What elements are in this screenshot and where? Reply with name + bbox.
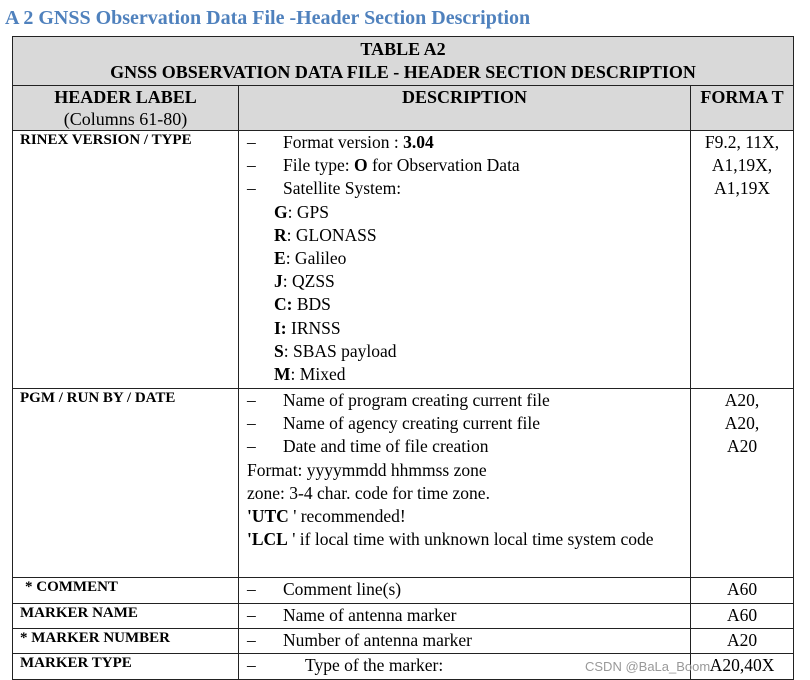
satellite-system: R: GLONASS <box>274 224 377 245</box>
header-format: FORMA T <box>700 87 784 107</box>
dash-bullet: – <box>247 655 256 675</box>
list-item <box>247 131 690 154</box>
header-description: DESCRIPTION <box>401 87 528 107</box>
list-item <box>247 435 690 458</box>
satellite-system: I: IRNSS <box>274 317 341 338</box>
dash-bullet: – <box>247 605 256 625</box>
system-code: G <box>274 201 288 222</box>
format-line: A20 <box>726 436 758 457</box>
satellite-system: S: SBAS payload <box>274 340 397 361</box>
header-label-sub: (Columns 61-80) <box>63 109 188 129</box>
system-code: S <box>274 340 284 361</box>
table-row <box>13 629 794 654</box>
system-code: R <box>274 224 287 245</box>
table-caption-1: TABLE A2 <box>360 39 446 59</box>
format-line: A1,19X <box>714 178 770 199</box>
watermark: CSDN @BaLa_Boom <box>585 659 711 674</box>
row-format <box>691 389 794 578</box>
note-bold: 'LCL <box>247 529 288 550</box>
format-line: A1,19X, <box>711 155 773 176</box>
system-code: M <box>274 364 291 385</box>
system-code: E <box>274 248 286 269</box>
table-row <box>13 578 794 604</box>
row-label: PGM / RUN BY / DATE <box>13 389 239 578</box>
row-description: Comment line(s) <box>283 579 402 599</box>
table-row <box>13 131 794 389</box>
dash-bullet: – <box>247 178 256 199</box>
item-text: File type: O for Observation Data <box>283 155 520 176</box>
note-line: zone: 3-4 char. code for time zone. <box>247 482 490 503</box>
item-text: Date and time of file creation <box>283 436 489 457</box>
row-format: A60 <box>691 604 794 629</box>
row-label: * COMMENT <box>13 578 239 604</box>
satellite-system: E: Galileo <box>274 248 347 269</box>
table-caption-2: GNSS OBSERVATION DATA FILE - HEADER SECTION DESCRIPTION <box>110 62 696 82</box>
section-title: A 2 GNSS Observation Data File -Header Section Description <box>5 7 531 29</box>
table-caption-row <box>13 37 794 86</box>
table-header-row <box>13 86 794 131</box>
format-line: A20, <box>724 390 760 410</box>
item-text: Name of agency creating current file <box>283 413 541 434</box>
list-item <box>247 412 690 435</box>
system-code: C: <box>274 294 293 315</box>
row-label: MARKER TYPE <box>13 654 239 680</box>
row-description: Name of antenna marker <box>283 605 457 625</box>
item-bold: O <box>353 155 368 176</box>
list-item <box>247 177 690 200</box>
item-text: Format version : 3.04 <box>283 132 434 152</box>
dash-bullet: – <box>247 436 256 457</box>
note-line: 'LCL ' if local time with unknown local time system code <box>247 529 654 550</box>
satellite-system: G: GPS <box>274 201 329 222</box>
row-description: Number of antenna marker <box>283 630 473 650</box>
item-text: Satellite System: <box>283 178 402 199</box>
dash-bullet: – <box>247 630 256 650</box>
dash-bullet: – <box>247 155 256 176</box>
format-line: A20, <box>724 413 760 434</box>
system-code: I: <box>274 317 287 338</box>
format-line: F9.2, 11X, <box>704 132 780 152</box>
list-item <box>247 389 690 412</box>
row-label: * MARKER NUMBER <box>13 629 239 654</box>
row-description: Type of the marker: <box>305 655 444 675</box>
row-format: A20,40X <box>691 654 794 680</box>
dash-bullet: – <box>247 132 256 152</box>
dash-bullet: – <box>247 390 256 410</box>
row-format: A20 <box>691 629 794 654</box>
row-format: A60 <box>691 578 794 604</box>
dash-bullet: – <box>247 413 256 434</box>
note-line: Format: yyyymmdd hhmmss zone <box>247 459 487 480</box>
item-text: Name of program creating current file <box>283 390 550 410</box>
note-line: 'UTC ' recommended! <box>247 506 406 527</box>
satellite-system: M: Mixed <box>274 364 346 385</box>
row-label: RINEX VERSION / TYPE <box>13 131 239 389</box>
row-description <box>239 389 691 578</box>
row-format <box>691 131 794 389</box>
header-label: HEADER LABEL <box>54 87 197 107</box>
row-description <box>239 131 691 389</box>
list-item <box>247 154 690 177</box>
row-label: MARKER NAME <box>13 604 239 629</box>
header-description-table <box>12 36 794 680</box>
table-row <box>13 604 794 629</box>
item-bold: 3.04 <box>403 132 434 152</box>
satellite-system: J: QZSS <box>274 271 335 292</box>
note-bold: 'UTC <box>247 506 289 527</box>
dash-bullet: – <box>247 579 256 599</box>
table-row <box>13 389 794 578</box>
system-code: J <box>274 271 283 292</box>
satellite-system: C: BDS <box>274 294 331 315</box>
